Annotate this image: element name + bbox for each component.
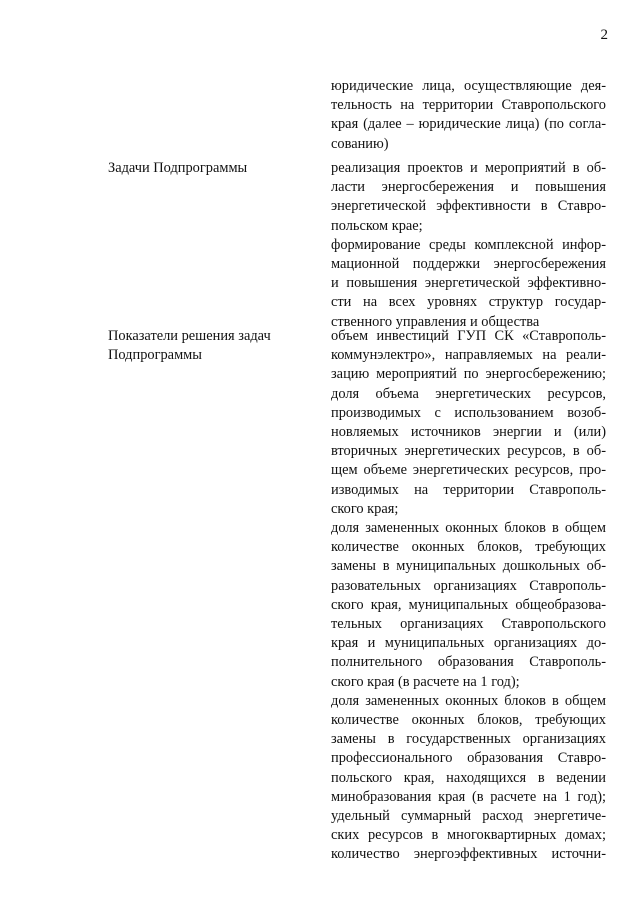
text-line: изводимых на территории Ставрополь-	[331, 481, 606, 498]
text-line: полнительного образования Ставрополь-	[331, 654, 606, 671]
label-line: Задачи Подпрограммы	[108, 160, 248, 176]
text-line: количестве оконных блоков, требующих	[331, 712, 606, 729]
section-value	[331, 159, 606, 332]
text-line: щем объеме энергетических ресурсов, про-	[331, 462, 606, 479]
text-line: энергетической эффективности в Ставро-	[331, 198, 606, 215]
text-line: ских ресурсов в многоквартирных домах;	[331, 827, 606, 844]
text-line: польского края, находящихся в ведении	[331, 769, 606, 786]
text-line: мационной поддержки энергосбережения	[331, 256, 606, 273]
text-line: ского края, муниципальных общеобразова-	[331, 596, 606, 613]
text-line: замены в муниципальных дошкольных об-	[331, 558, 606, 575]
text-line: замены в государственных организациях	[331, 731, 606, 748]
text-line: сти на всех уровнях структур государ-	[331, 294, 606, 311]
text-line: удельный суммарный расход энергетиче-	[331, 808, 606, 825]
text-line: объем инвестиций ГУП СК «Ставрополь-	[331, 328, 606, 344]
text-line: профессионального образования Ставро-	[331, 750, 606, 767]
text-line: новляемых источников энергии и (или)	[331, 424, 606, 441]
text-line: ского края (в расчете на 1 год);	[331, 673, 520, 690]
text-line: сованию)	[331, 135, 389, 152]
text-line: доля объема энергетических ресурсов,	[331, 385, 606, 402]
text-line: края и муниципальных организациях до-	[331, 635, 606, 652]
text-line: количестве оконных блоков, требующих	[331, 539, 606, 556]
continuation-text	[331, 77, 606, 154]
page-number: 2	[600, 27, 608, 43]
text-line: вторичных энергетических ресурсов, в об-	[331, 443, 606, 460]
text-line: реализация проектов и мероприятий в об-	[331, 160, 606, 176]
text-line: тельных организациях Ставропольского	[331, 616, 606, 633]
text-line: края (далее – юридические лица) (по согла-	[331, 116, 606, 133]
text-line: ственного управления и общества	[331, 313, 540, 330]
text-line: формирование среды комплексной инфор-	[331, 236, 606, 253]
label-line: Подпрограммы	[108, 347, 202, 364]
text-line: ласти энергосбережения и повышения	[331, 179, 606, 196]
text-line: производимых с использованием возоб-	[331, 404, 606, 421]
text-line: разовательных организациях Ставрополь-	[331, 577, 606, 594]
text-line: тельность на территории Ставропольского	[331, 97, 606, 114]
section-label	[108, 159, 308, 178]
text-line: польском крае;	[331, 217, 423, 234]
text-line: ского края;	[331, 500, 399, 517]
section-label	[108, 327, 308, 365]
text-line: доля замененных оконных блоков в общем	[331, 692, 606, 709]
text-line: количество энергоэффективных источни-	[331, 846, 606, 863]
label-line: Показатели решения задач	[108, 328, 271, 344]
text-line: минобразования края (в расчете на 1 год);	[331, 788, 606, 805]
text-line: доля замененных оконных блоков в общем	[331, 520, 606, 537]
text-line: юридические лица, осуществляющие дея-	[331, 78, 606, 94]
text-line: зацию мероприятий по энергосбережению;	[331, 366, 606, 383]
text-line: и повышения энергетической эффективно-	[331, 275, 606, 292]
section-value	[331, 327, 606, 865]
text-line: коммунэлектро», направляемых на реали-	[331, 347, 606, 364]
